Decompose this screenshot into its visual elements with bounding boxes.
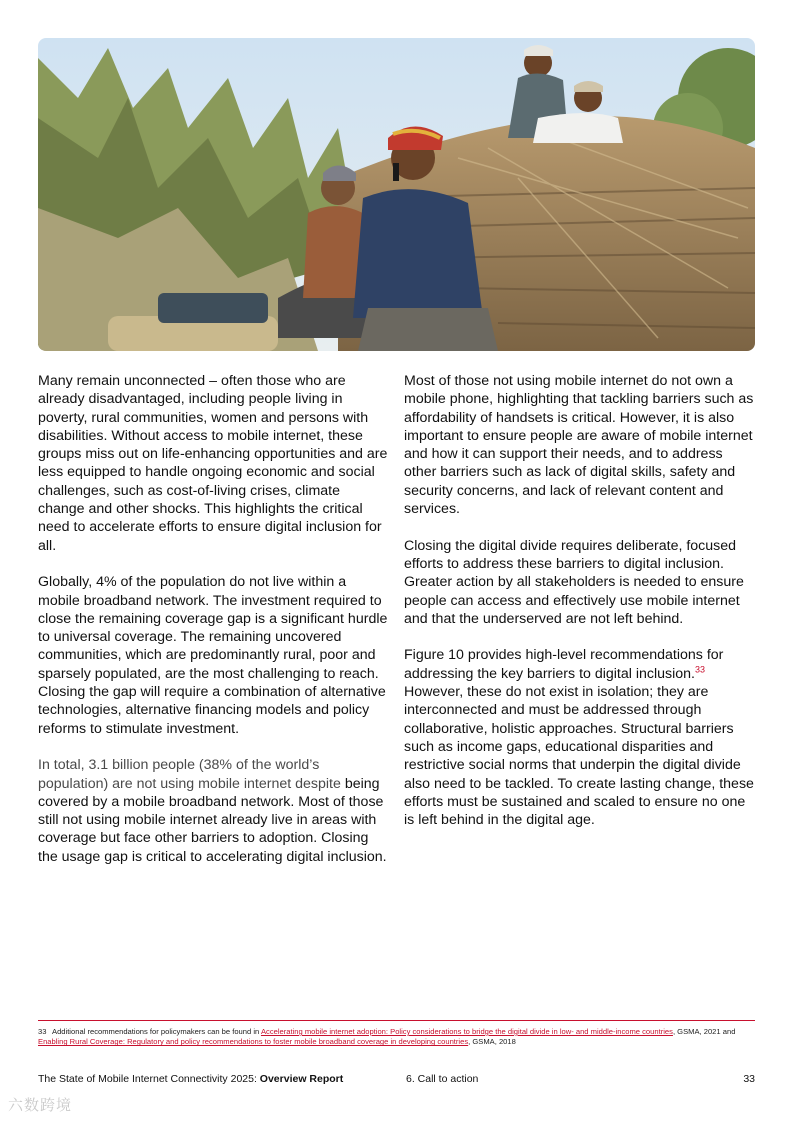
recommendations-part1: Figure 10 provides high-level recommendations for addressing the key barriers to digital inclusion. (404, 647, 724, 682)
watermark-logo: 六数跨境 (8, 1097, 73, 1114)
hero-photo (38, 38, 755, 351)
footnote-reference[interactable]: 33 (695, 664, 706, 675)
footnote-link-policy[interactable]: Accelerating mobile internet adoption: Policy considerations to bridge the digital divide in low- and middle-income countries (260, 1027, 673, 1036)
footnote-text-1: Additional recommendations for policymakers can be found in (52, 1027, 261, 1036)
usage-gap-lead: In total, 3.1 billion people (38% of the world’s population) are not using mobile internet despite (38, 757, 341, 792)
footnote (38, 1027, 758, 1048)
footer-title: The State of Mobile Internet Connectivity 2025: (38, 1073, 260, 1085)
paragraph-barriers: Most of those not using mobile internet do not own a mobile phone, highlighting that tackling barriers such as affordability of handsets is critical. However, it is also important to ensure people are aware of mobile internet and how it can support their needs, and to address other barriers such as lack of digital skills, safety and security concerns, and lack of relevant content and services. (404, 373, 754, 518)
footnote-text-3: , GSMA, 2018 (468, 1037, 516, 1047)
left-column (38, 372, 390, 884)
photo-illustration (38, 38, 755, 351)
footnote-link-rural-coverage[interactable]: Enabling Rural Coverage: Regulatory and policy recommendations to foster mobile broadband coverage in developing countries (38, 1037, 469, 1047)
paragraph-recommendations (404, 646, 756, 829)
footer-report-title (38, 1073, 343, 1085)
paragraph-unconnected: Many remain unconnected – often those who are already disadvantaged, including people living in poverty, rural communities, women and persons with disabilities. Without access to mobile internet, these groups miss out on life-enhancing opportunities and are less equipped to handle ongoing economic and social challenges, such as cost-of-living crises, climate change and other shocks. This highlights the critical need to accelerate efforts to ensure digital inclusion for all. (38, 373, 388, 554)
right-column (404, 372, 756, 848)
footer-subtitle: Overview Report (259, 1073, 344, 1085)
paragraph-usage-gap (38, 756, 390, 866)
usage-gap-rest: being covered by a mobile broadband network. Most of those still not using mobile internet already live in areas with coverage but face other barriers to adoption. Closing the usage gap is critical to accelerating digital inclusion. (38, 775, 387, 865)
paragraph-digital-divide: Closing the digital divide requires deliberate, focused efforts to address these barriers to digital inclusion. Greater action by all stakeholders is needed to ensure people can access and effectively use mobile internet and that the underserved are not left behind. (404, 537, 744, 627)
footer-section[interactable]: 6. Call to action (406, 1073, 479, 1085)
paragraph-coverage-gap: Globally, 4% of the population do not live within a mobile broadband network. The investment required to close the remaining coverage gap is a significant hurdle to universal coverage. The remaining uncovered communities, which are predominantly rural, poor and sparsely populated, are the most challenging to reach. Closing the gap will require a combination of alternative technologies, alternative financing models and policy reforms to stimulate investment. (38, 574, 388, 737)
page-number: 33 (743, 1073, 755, 1085)
recommendations-part2: However, these do not exist in isolation; they are interconnected and must be addressed through collaborative, holistic approaches. Structural barriers such as income gaps, educational disparities and restrictive social norms that underpin the digital divide also need to be tackled. To create lasting change, these efforts must be sustained and scaled to ensure no one is left behind in the digital age. (404, 684, 754, 829)
footnote-divider (38, 1020, 755, 1021)
footnote-number: 33 (38, 1027, 47, 1036)
footnote-text-2: , GSMA, 2021 and (672, 1027, 736, 1036)
